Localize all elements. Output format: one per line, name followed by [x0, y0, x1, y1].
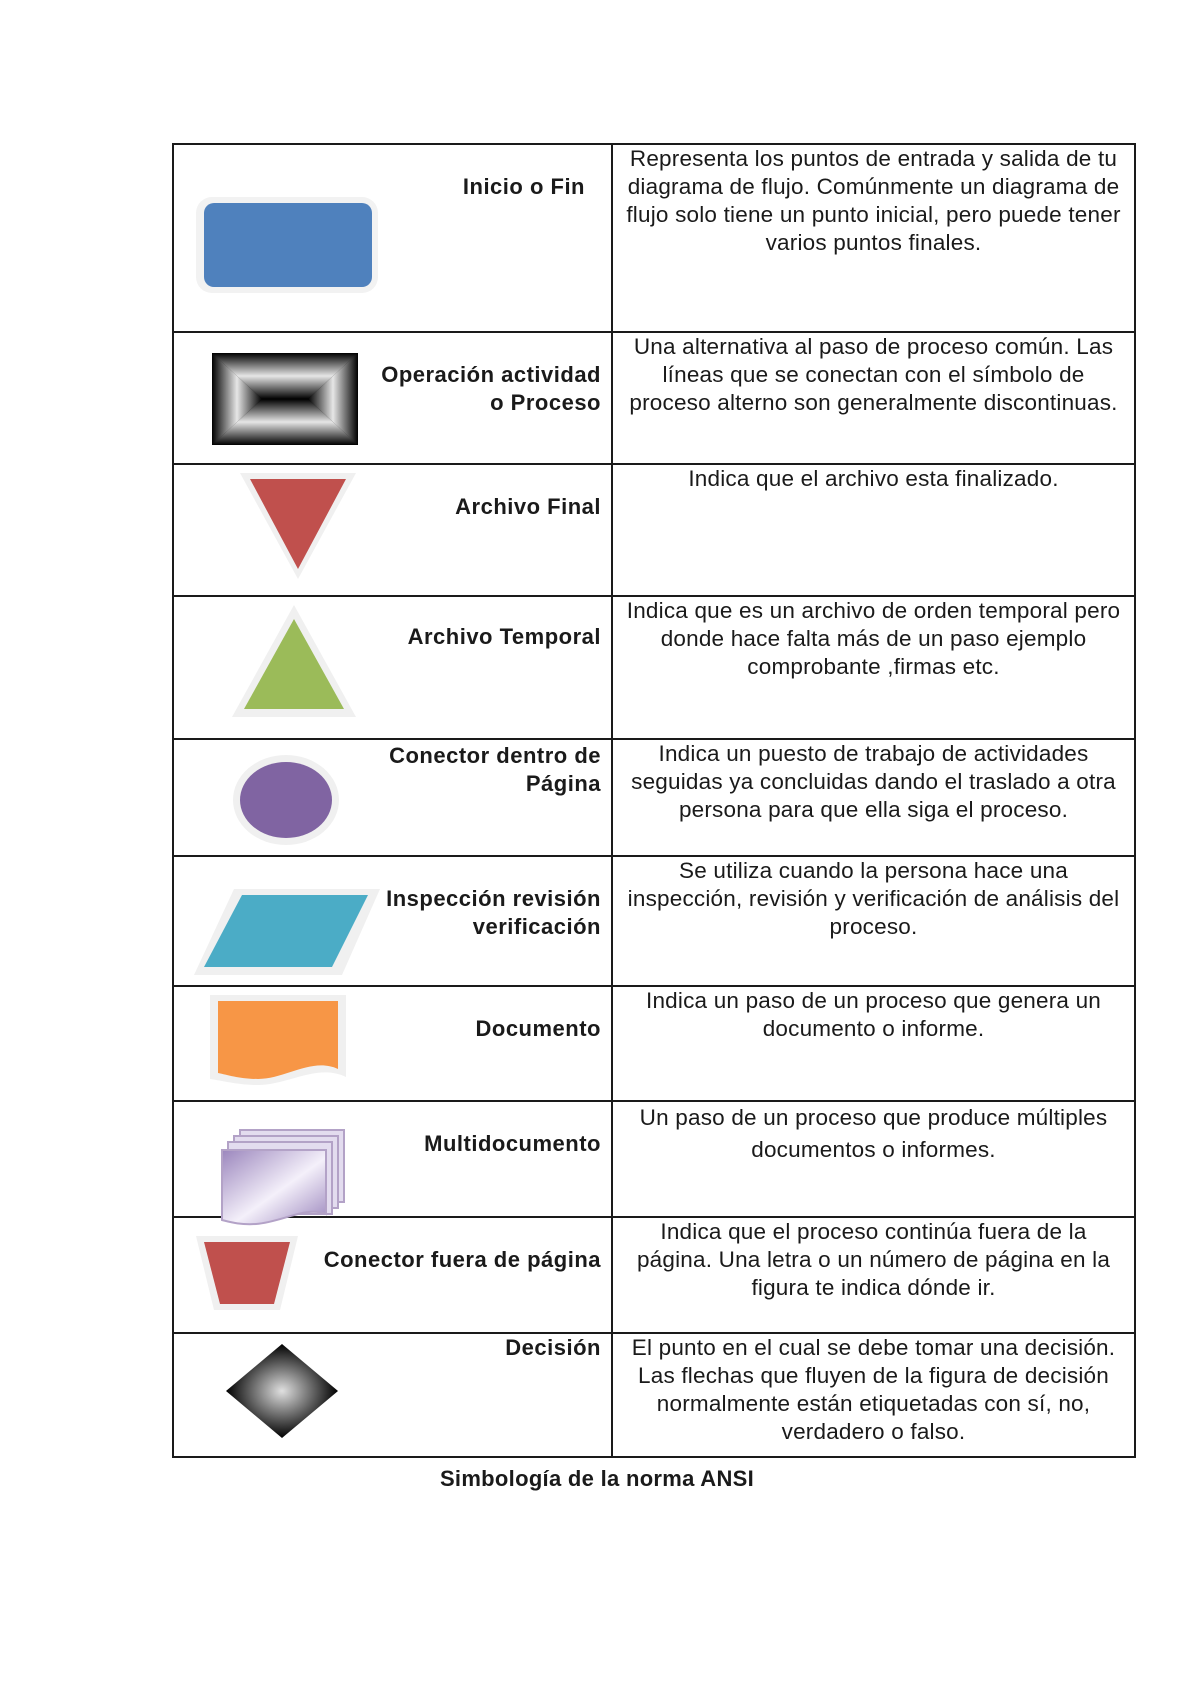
- symbol-cell: [173, 1217, 612, 1333]
- symbol-label: Decisión: [505, 1335, 601, 1360]
- symbol-description: Se utiliza cuando la persona hace una inspección, revisión y verificación de análisis del proceso.: [627, 858, 1120, 939]
- description-cell: [612, 739, 1135, 856]
- symbol-table: [172, 143, 1136, 1458]
- diamond-icon: [224, 1342, 340, 1440]
- symbol-description: Indica que el proceso continúa fuera de la página. Una letra o un número de página en la figura te indica dónde ir.: [636, 1219, 1111, 1300]
- trapezoid-icon: [194, 1234, 300, 1312]
- symbol-description: Indica que es un archivo de orden temporal pero donde hace falta más de un paso ejemplo comprobante ,firmas etc.: [626, 598, 1121, 679]
- symbol-description: Indica que el archivo esta finalizado.: [688, 466, 1059, 491]
- ellipse-icon: [232, 754, 340, 846]
- symbol-description: Un paso de un proceso que produce múltiples documentos o informes.: [639, 1105, 1108, 1162]
- symbol-label: Operación actividad o Proceso: [381, 362, 601, 415]
- gradient-rectangle-icon: [212, 353, 358, 445]
- description-cell: [612, 464, 1135, 596]
- table-row: [173, 144, 1135, 332]
- table-row: [173, 1217, 1135, 1333]
- triangle-icon: [230, 603, 358, 719]
- symbol-description: Indica un paso de un proceso que genera un documento o informe.: [646, 988, 1101, 1041]
- symbol-label: Conector fuera de página: [323, 1247, 601, 1272]
- symbol-cell: [173, 1101, 612, 1217]
- symbol-description: Una alternativa al paso de proceso común. Las líneas que se conectan con el símbolo de proceso alterno son generalmente discontinuas.: [629, 334, 1118, 415]
- symbol-cell: [173, 986, 612, 1101]
- description-cell: [612, 144, 1135, 332]
- table-row: [173, 464, 1135, 596]
- symbol-cell: [173, 596, 612, 739]
- symbol-label: Documento: [475, 1016, 601, 1041]
- symbol-description: Indica un puesto de trabajo de actividades seguidas ya concluidas dando el traslado a otra persona para que ella siga el proceso.: [631, 741, 1116, 822]
- table-row: [173, 856, 1135, 986]
- symbol-cell: [173, 739, 612, 856]
- description-cell: [612, 1101, 1135, 1217]
- document-icon: [208, 993, 348, 1089]
- symbol-description: El punto en el cual se debe tomar una decisión. Las flechas que fluyen de la figura de decisión normalmente están etiquetadas con sí, no, verdadero o falso.: [631, 1335, 1116, 1444]
- description-cell: [612, 1333, 1135, 1457]
- symbol-label: Conector dentro de Página: [389, 743, 601, 796]
- symbol-label: Archivo Temporal: [407, 624, 601, 649]
- symbol-cell: [173, 856, 612, 986]
- rounded-rectangle-icon: [194, 195, 380, 295]
- inverted-triangle-icon: [238, 469, 358, 581]
- table-row: [173, 739, 1135, 856]
- symbol-label: Multidocumento: [424, 1131, 601, 1156]
- table-row: [173, 596, 1135, 739]
- description-cell: [612, 332, 1135, 464]
- caption-text: Simbología de la norma ANSI: [439, 1466, 755, 1491]
- table-row: [173, 1101, 1135, 1217]
- multidocument-icon: [222, 1128, 348, 1228]
- description-cell: [612, 986, 1135, 1101]
- table-row: [173, 986, 1135, 1101]
- symbol-cell: [173, 464, 612, 596]
- symbol-label: Inspección revisión verificación: [386, 886, 601, 939]
- symbol-cell: [173, 144, 612, 332]
- symbol-label: Archivo Final: [455, 494, 601, 519]
- symbol-description: Representa los puntos de entrada y salida de tu diagrama de flujo. Comúnmente un diagrama de flujo solo tiene un punto inicial, pero puede tener varios puntos finales.: [626, 146, 1121, 255]
- table-row: [173, 332, 1135, 464]
- description-cell: [612, 856, 1135, 986]
- symbol-label: Inicio o Fin: [462, 174, 585, 199]
- symbol-cell: [173, 1333, 612, 1457]
- table-row: [173, 1333, 1135, 1457]
- symbol-cell: [173, 332, 612, 464]
- description-cell: [612, 1217, 1135, 1333]
- table-caption: [0, 1466, 1200, 1492]
- description-cell: [612, 596, 1135, 739]
